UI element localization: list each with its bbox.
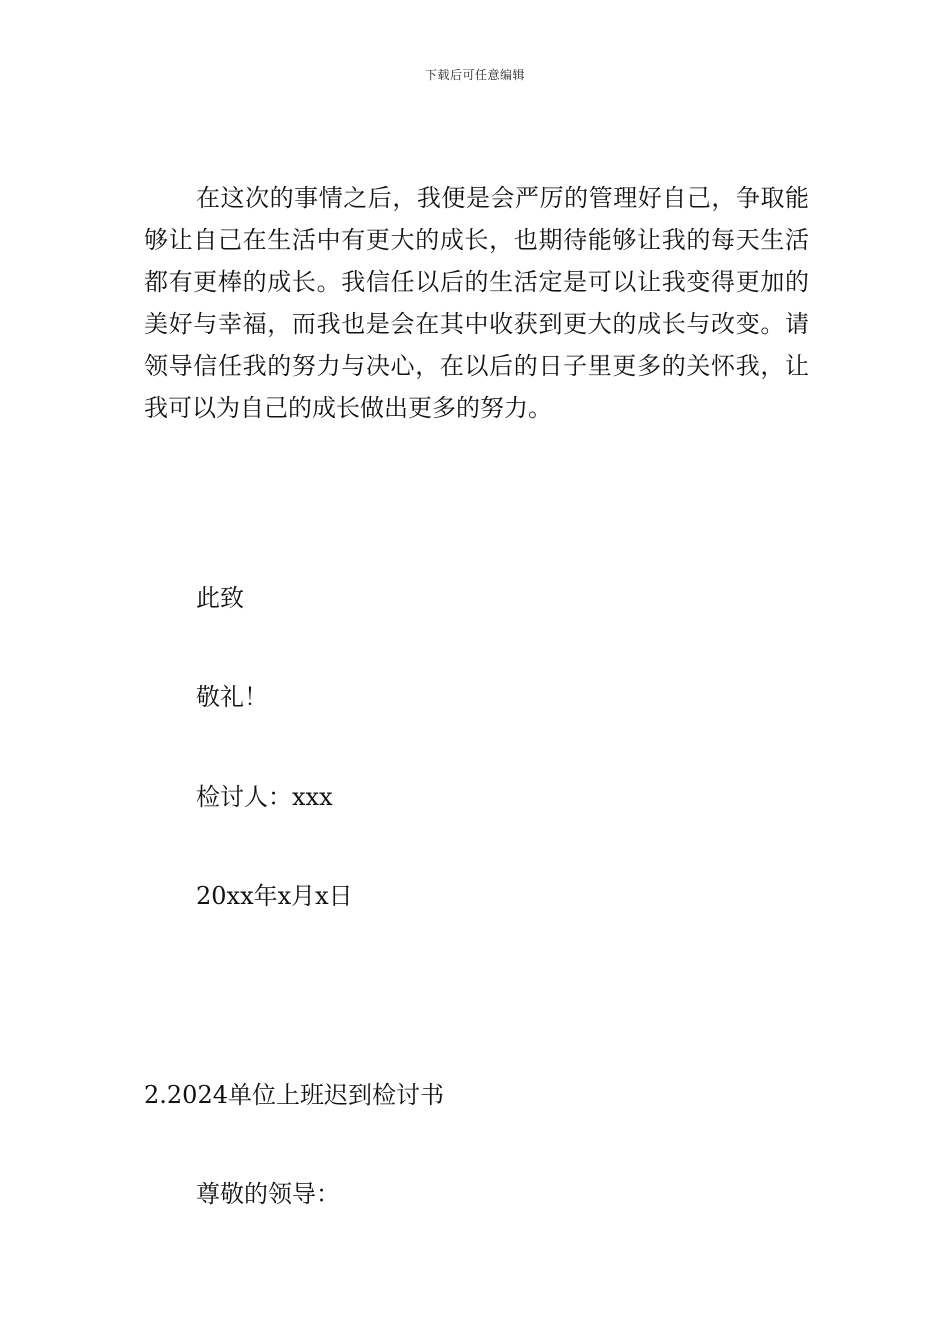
page-header-note: 下载后可任意编辑 xyxy=(424,68,525,82)
closing-salutation: 此致 xyxy=(196,584,244,612)
letter-salutation: 尊敬的领导： xyxy=(196,1180,340,1208)
signer-line: 检讨人：xxx xyxy=(196,783,333,811)
closing-regards: 敬礼！ xyxy=(196,683,268,711)
body-paragraph: 在这次的事情之后，我便是会严厉的管理好自己，争取能够让自己在生活中有更大的成长，也期待能够让我的每天生活都有更棒的成长。我信任以后的生活定是可以让我变得更加的美好与幸福，而我也是会在其中收获到更大的成长与改变。请领导信任我的努力与决心，在以后的日子里更多的关怀我，让我可以为自己的成长做出更多的努力。 xyxy=(144,184,809,422)
date-line: 20xx年x月x日 xyxy=(196,882,353,910)
section-title: 2.2024单位上班迟到检讨书 xyxy=(144,1081,444,1109)
